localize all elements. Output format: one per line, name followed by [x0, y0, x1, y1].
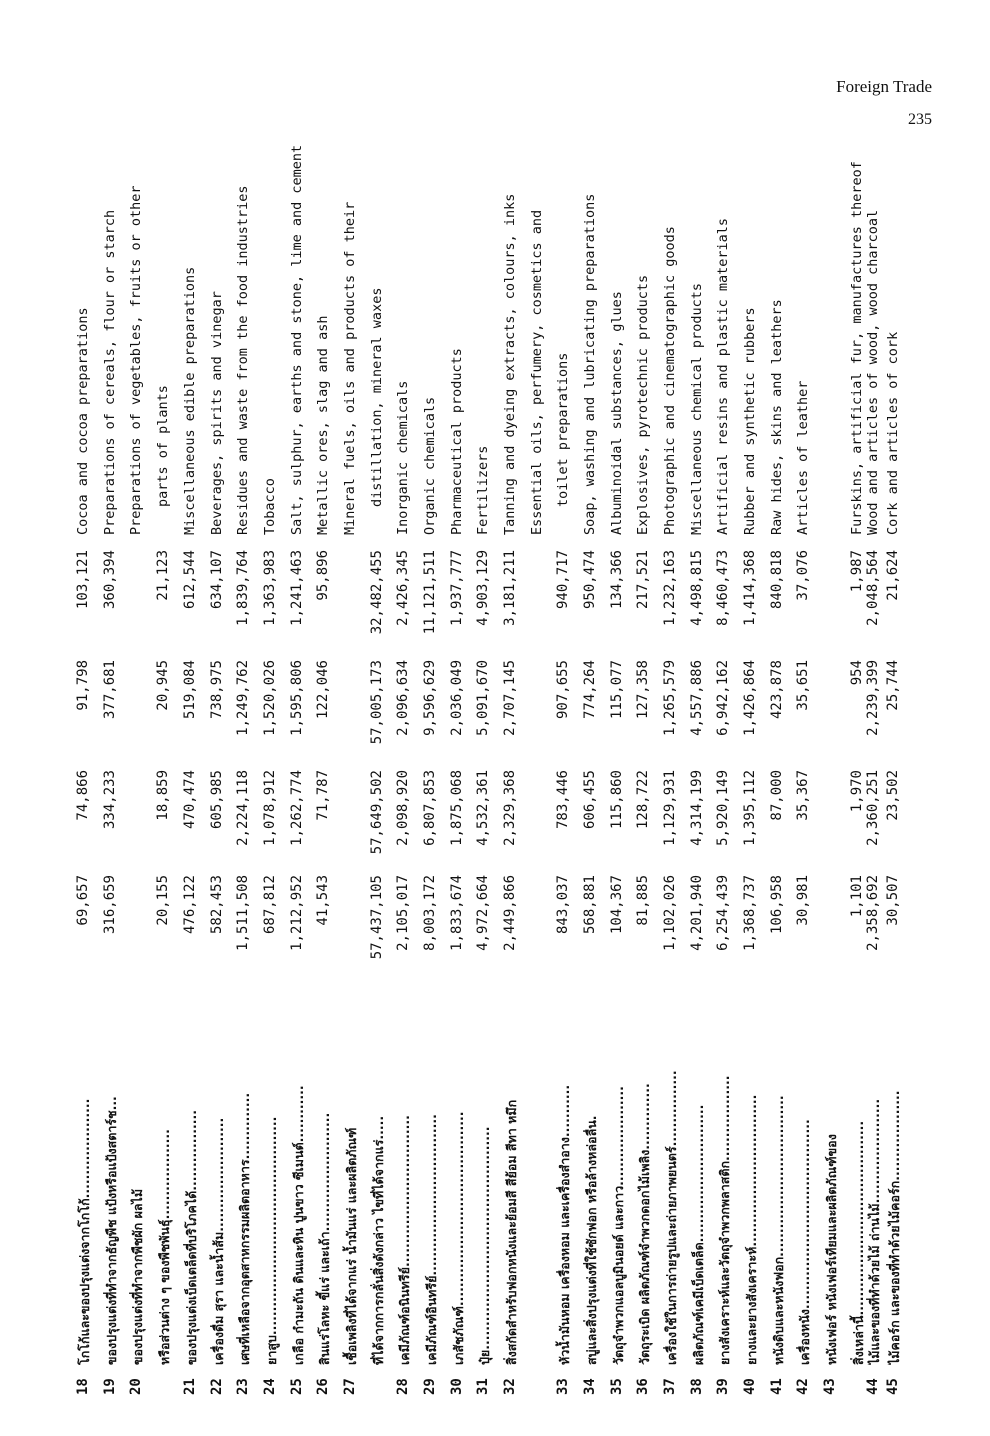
value-cell: 217,521	[635, 550, 651, 610]
value-cell: 774,264	[582, 660, 598, 720]
value-cell: 57,437,105	[368, 875, 385, 960]
thai-description: เภสัชภัณฑ์.........................................	[450, 1111, 466, 1365]
thai-description: ที่ได้จากการกลั่นสิ่งดังกล่าว ไขที่ได้จากแร่.....	[370, 1115, 386, 1365]
value-cell: 316,659	[101, 875, 118, 935]
value-cell: 476,122	[182, 875, 198, 935]
value-cell: 18,859	[155, 770, 171, 821]
row-number: 37	[662, 1378, 678, 1395]
thai-description: ผลิตภัณฑ์เคมีเบ็ดเตล็ด.............................	[690, 1104, 706, 1365]
english-description: Mineral fuels, oils and products of their	[342, 201, 358, 535]
value-cell: 1,212,952	[288, 875, 305, 951]
thai-description: หนังดิบและหนังฟอก..................................	[770, 1095, 786, 1365]
value-cell: 4,201,940	[688, 875, 705, 951]
value-cell: 3,181,211	[502, 550, 518, 626]
value-cell: 1,101	[848, 875, 865, 918]
thai-description: โกโก้และของปรุงแต่งจากโกโก้.....................	[77, 1098, 92, 1365]
table-row	[715, 145, 737, 1395]
table-row	[795, 145, 817, 1395]
thai-description: วัตถุจำพวกแอลบูมินอยด์ และกาว.....................	[610, 1086, 626, 1365]
table-row	[475, 145, 497, 1395]
row-number: 18	[75, 1378, 91, 1395]
row-number: 41	[768, 1378, 785, 1395]
table-row	[262, 145, 284, 1395]
value-cell: 4,972,664	[475, 875, 491, 951]
english-description: Tobacco	[262, 478, 278, 535]
value-cell: 1,970	[848, 770, 865, 813]
value-cell: 2,036,049	[448, 660, 465, 736]
english-description: Fertilizers	[475, 445, 491, 535]
thai-description: วัตถุระเบิด ผลิตภัณฑ์จำพวกดอกไม้เพลิง..............	[637, 1083, 652, 1365]
thai-description: หัวน้ำมันหอม เครื่องหอม และเครื่องสำอาง...........	[557, 1084, 572, 1365]
english-description: Organic chemicals	[422, 396, 438, 535]
value-cell: 4,532,361	[475, 770, 491, 846]
value-cell: 1,987	[848, 550, 865, 593]
value-cell: 71,787	[315, 770, 331, 821]
value-cell: 37,076	[795, 550, 811, 601]
value-cell: 783,446	[555, 770, 571, 830]
running-head-title: Foreign Trade	[836, 77, 932, 96]
english-description: Wood and articles of wood, wood charcoal	[865, 209, 881, 535]
value-cell: 6,254,439	[715, 875, 731, 951]
value-cell: 35,367	[795, 770, 811, 821]
value-cell: 606,455	[582, 770, 598, 830]
value-cell: 1,426,864	[742, 660, 758, 736]
value-cell: 127,358	[635, 660, 651, 720]
value-cell: 954	[848, 660, 865, 686]
english-description: Miscellaneous edible preparations	[182, 266, 198, 535]
value-cell: 104,367	[608, 875, 625, 935]
table-row	[289, 145, 311, 1395]
value-cell: 1,129,931	[662, 770, 678, 846]
value-cell: 612,544	[182, 550, 198, 610]
value-cell: 57,005,173	[368, 660, 385, 745]
english-description: distillation, mineral waxes	[368, 287, 385, 507]
english-description: Preparations of cereals, flour or starch	[101, 209, 118, 535]
value-cell: 1,414,368	[742, 550, 758, 626]
table-row	[342, 145, 364, 1395]
value-cell: 25,744	[885, 660, 901, 711]
value-cell: 87,000	[768, 770, 785, 821]
value-cell: 2,224,118	[235, 770, 251, 846]
value-cell: 4,903,129	[475, 550, 491, 626]
value-cell: 840,818	[768, 550, 785, 610]
value-cell: 74,866	[75, 770, 91, 821]
value-cell: 2,329,368	[502, 770, 518, 846]
thai-description: สิ่งสกัดสำหรับฟอกหนังและย้อมสี สีย้อม สีทา หมึก	[504, 1099, 519, 1365]
value-cell: 8,460,473	[715, 550, 731, 626]
english-description: Inorganic chemicals	[395, 380, 411, 535]
value-cell: 2,360,251	[865, 770, 881, 846]
value-cell: 6,807,853	[422, 770, 438, 846]
row-number: 28	[395, 1378, 411, 1395]
table-row	[155, 145, 177, 1395]
value-cell: 907,655	[555, 660, 571, 720]
value-cell: 6,942,162	[715, 660, 731, 736]
value-cell: 30,981	[795, 875, 811, 926]
thai-description: ของปรุงแต่งเบ็ดเตล็ดที่บริโภคได้.................	[184, 1109, 199, 1365]
table-row	[182, 145, 204, 1395]
table-row	[209, 145, 231, 1395]
table-row	[422, 145, 444, 1395]
table-row	[315, 145, 337, 1395]
english-description: Miscellaneous chemical products	[688, 283, 705, 535]
value-cell: 1,262,774	[288, 770, 305, 846]
row-number: 25	[288, 1378, 305, 1395]
value-cell: 57,649,502	[368, 770, 385, 855]
value-cell: 738,975	[208, 660, 225, 720]
value-cell: 2,048,564	[865, 550, 881, 626]
value-cell: 1,595,806	[288, 660, 305, 736]
thai-description: เศษที่เหลือจากอุตสาหกรรมผลิตอาหาร..............	[237, 1092, 252, 1365]
thai-description: ของปรุงแต่งที่ทำจากธัญพืช แป้งหรือแป้งสตาร์ช...	[103, 1096, 119, 1365]
value-cell: 1,520,026	[262, 660, 278, 736]
value-cell: 95,896	[315, 550, 331, 601]
value-cell: 2,426,345	[395, 550, 411, 626]
value-cell: 30,507	[885, 875, 901, 926]
table-row	[555, 145, 577, 1395]
thai-description: สินแร่โลหะ ขี้แร่ และเถ้า.........................	[317, 1112, 332, 1365]
value-cell: 2,449,866	[502, 875, 518, 951]
table-row	[75, 145, 97, 1395]
row-number: 23	[235, 1378, 251, 1395]
thai-description: สิ่งเหล่านี้.........................................	[850, 1120, 866, 1365]
row-number: 29	[422, 1378, 438, 1395]
row-number: 33	[555, 1378, 571, 1395]
table-row	[235, 145, 257, 1395]
thai-description: ไม้และของที่ทำด้วยไม้ ถ่านไม้......................	[867, 1098, 882, 1365]
row-number: 38	[688, 1378, 705, 1395]
english-description: Pharmaceutical products	[448, 348, 465, 535]
value-cell: 1,511,508	[235, 875, 251, 951]
thai-description: หรือส่วนต่าง ๆ ของพืชพันธุ์...................	[157, 1129, 172, 1365]
row-number: 43	[822, 1378, 838, 1395]
table-row	[502, 145, 524, 1395]
thai-description: ปุ๋ย...............................................	[477, 1126, 492, 1365]
value-cell: 115,077	[608, 660, 625, 720]
value-cell: 69,657	[75, 875, 91, 926]
thai-description: สบู่และสิ่งปรุงแต่งที่ใช้ซักฟอก หรือล้างหล่อลื่น.	[584, 1115, 599, 1365]
value-cell: 5,091,670	[475, 660, 491, 736]
value-cell: 2,707,145	[502, 660, 518, 736]
english-description: Essential oils, perfumery, cosmetics and	[528, 209, 545, 535]
value-cell: 81,885	[635, 875, 651, 926]
thai-description: ของปรุงแต่งที่ทำจากพืชผัก ผลไม้	[130, 1188, 145, 1365]
value-cell: 360,394	[101, 550, 118, 610]
row-number: 36	[635, 1378, 651, 1395]
table-row	[582, 145, 604, 1395]
row-number: 27	[342, 1378, 358, 1395]
row-number: 42	[795, 1378, 811, 1395]
thai-description: ไม้คอร์ก และของที่ทำด้วยไม้คอร์ก...................	[887, 1090, 902, 1365]
row-number: 24	[262, 1378, 278, 1395]
value-cell: 115,860	[608, 770, 625, 830]
english-description: Residues and waste from the food industries	[235, 185, 251, 535]
value-cell: 470,474	[182, 770, 198, 830]
row-number: 19	[101, 1378, 118, 1395]
page-number: 235	[908, 111, 932, 128]
value-cell: 1,368,737	[742, 875, 758, 951]
table-row	[369, 145, 391, 1395]
value-cell: 122,046	[315, 660, 331, 720]
row-number: 44	[865, 1378, 881, 1395]
value-cell: 1,249,762	[235, 660, 251, 736]
value-cell: 1,078,912	[262, 770, 278, 846]
value-cell: 41,543	[315, 875, 331, 926]
english-description: Photographic and cinematographic goods	[662, 226, 678, 535]
value-cell: 35,651	[795, 660, 811, 711]
english-description: Raw hides, skins and leathers	[768, 299, 785, 535]
value-cell: 1,232,163	[662, 550, 678, 626]
english-description: Cork and articles of cork	[885, 331, 901, 535]
english-description: Tanning and dyeing extracts, colours, inks	[502, 193, 518, 535]
value-cell: 568,881	[582, 875, 598, 935]
table-row	[395, 145, 417, 1395]
english-description: Explosives, pyrotechnic products	[635, 274, 651, 535]
value-cell: 4,314,199	[688, 770, 705, 846]
trade-table	[75, 145, 905, 1395]
value-cell: 91,798	[75, 660, 91, 711]
value-cell: 21,123	[155, 550, 171, 601]
value-cell: 1,265,579	[662, 660, 678, 736]
table-row	[689, 145, 711, 1395]
english-description: Artificial resins and plastic materials	[715, 218, 731, 535]
table-row	[529, 145, 551, 1395]
value-cell: 377,681	[101, 660, 118, 720]
value-cell: 1,395,112	[742, 770, 758, 846]
value-cell: 21,624	[885, 550, 901, 601]
table-row	[822, 145, 844, 1395]
value-cell: 2,239,399	[865, 660, 881, 736]
value-cell: 843,037	[555, 875, 571, 935]
value-cell: 687,812	[262, 875, 278, 935]
value-cell: 20,155	[155, 875, 171, 926]
table-row	[769, 145, 791, 1395]
english-description: Beverages, spirits and vinegar	[208, 291, 225, 535]
row-number: 39	[715, 1378, 731, 1395]
value-cell: 2,098,920	[395, 770, 411, 846]
value-cell: 634,107	[208, 550, 225, 610]
value-cell: 1,241,463	[288, 550, 305, 626]
value-cell: 20,945	[155, 660, 171, 711]
english-description: Preparations of vegetables, fruits or other	[128, 185, 144, 535]
value-cell: 605,985	[208, 770, 225, 830]
value-cell: 334,233	[101, 770, 118, 830]
row-number: 35	[608, 1378, 625, 1395]
value-cell: 423,878	[768, 660, 785, 720]
english-description: toilet preparations	[555, 352, 571, 507]
value-cell: 2,096,634	[395, 660, 411, 736]
value-cell: 1,937,777	[448, 550, 465, 626]
thai-description: เครื่องใช้ในการถ่ายรูปและถ่ายภาพยนตร์................	[664, 1070, 679, 1365]
value-cell: 8,003,172	[422, 875, 438, 951]
thai-description: เครื่องหนัง........................................	[797, 1119, 812, 1365]
value-cell: 9,596,629	[422, 660, 438, 736]
row-number: 45	[885, 1378, 901, 1395]
table-row	[102, 145, 124, 1395]
row-number: 21	[182, 1378, 198, 1395]
value-cell: 23,502	[885, 770, 901, 821]
value-cell: 32,482,455	[368, 550, 385, 635]
english-description: Furskins, artificial fur, manufactures thereof	[848, 161, 865, 535]
table-row	[662, 145, 684, 1395]
table-row	[449, 145, 471, 1395]
table-row	[609, 145, 631, 1395]
english-description: Salt, sulphur, earths and stone, lime and cement	[288, 144, 305, 535]
english-description: parts of plants	[155, 385, 171, 507]
thai-description: ยาสูบ..............................................	[264, 1116, 279, 1365]
value-cell: 1,363,983	[262, 550, 278, 626]
value-cell: 950,474	[582, 550, 598, 610]
row-number: 31	[475, 1378, 491, 1395]
value-cell: 11,121,511	[422, 550, 438, 635]
row-number: 34	[582, 1378, 598, 1395]
table-row	[742, 145, 764, 1395]
row-number: 26	[315, 1378, 331, 1395]
english-description: Rubber and synthetic rubbers	[742, 307, 758, 535]
value-cell: 128,722	[635, 770, 651, 830]
table-row	[865, 145, 887, 1395]
row-number: 40	[742, 1378, 758, 1395]
row-number: 30	[448, 1378, 465, 1395]
thai-description: หนังเฟอร์ หนังเฟอร์เทียมและผลิตภัณฑ์ของ	[824, 1134, 839, 1365]
value-cell: 103,121	[75, 550, 91, 610]
english-description: Metallic ores, slag and ash	[315, 315, 331, 535]
table-row	[128, 145, 150, 1395]
thai-description: เคมีภัณฑ์อนินทรีย์................................	[397, 1115, 412, 1365]
row-number: 32	[502, 1378, 518, 1395]
value-cell: 2,105,017	[395, 875, 411, 951]
thai-description: ยางสังเคราะห์และวัตถุจำพวกพลาสติก..................	[717, 1075, 732, 1365]
value-cell: 106,958	[768, 875, 785, 935]
value-cell: 940,717	[555, 550, 571, 610]
thai-description: เครื่องดื่ม สุรา และน้ำส้ม........................	[210, 1117, 226, 1365]
thai-description: เกลือ กำมะถัน ดินและหิน ปูนขาว ซีเมนต์............	[290, 1085, 306, 1365]
value-cell: 1,833,674	[448, 875, 465, 951]
thai-description: เคมีภัณฑ์อินทรีย์..................................	[424, 1114, 439, 1365]
value-cell: 1,839,764	[235, 550, 251, 626]
value-cell: 1,875,068	[448, 770, 465, 846]
row-number: 20	[128, 1378, 144, 1395]
value-cell: 4,498,815	[688, 550, 705, 626]
table-row	[635, 145, 657, 1395]
english-description: Cocoa and cocoa preparations	[75, 307, 91, 535]
value-cell: 519,084	[182, 660, 198, 720]
thai-description: ยางและยางสังเคราะห์................................	[744, 1094, 759, 1365]
value-cell: 4,557,886	[688, 660, 705, 736]
english-description: Albuminoidal substances, glues	[608, 291, 625, 535]
value-cell: 582,453	[208, 875, 225, 935]
value-cell: 5,920,149	[715, 770, 731, 846]
english-description: Soap, washing and lubricating preparations	[582, 193, 598, 535]
thai-description: เชื้อเพลิงที่ได้จากแร่ น้ำมันแร่ และผลิตภัณฑ์	[344, 1127, 359, 1365]
row-number: 22	[208, 1378, 225, 1395]
value-cell: 2,358,692	[865, 875, 881, 951]
english-description: Articles of leather	[795, 380, 811, 535]
value-cell: 1,102,026	[662, 875, 678, 951]
table-row	[885, 145, 907, 1395]
value-cell: 134,366	[608, 550, 625, 610]
